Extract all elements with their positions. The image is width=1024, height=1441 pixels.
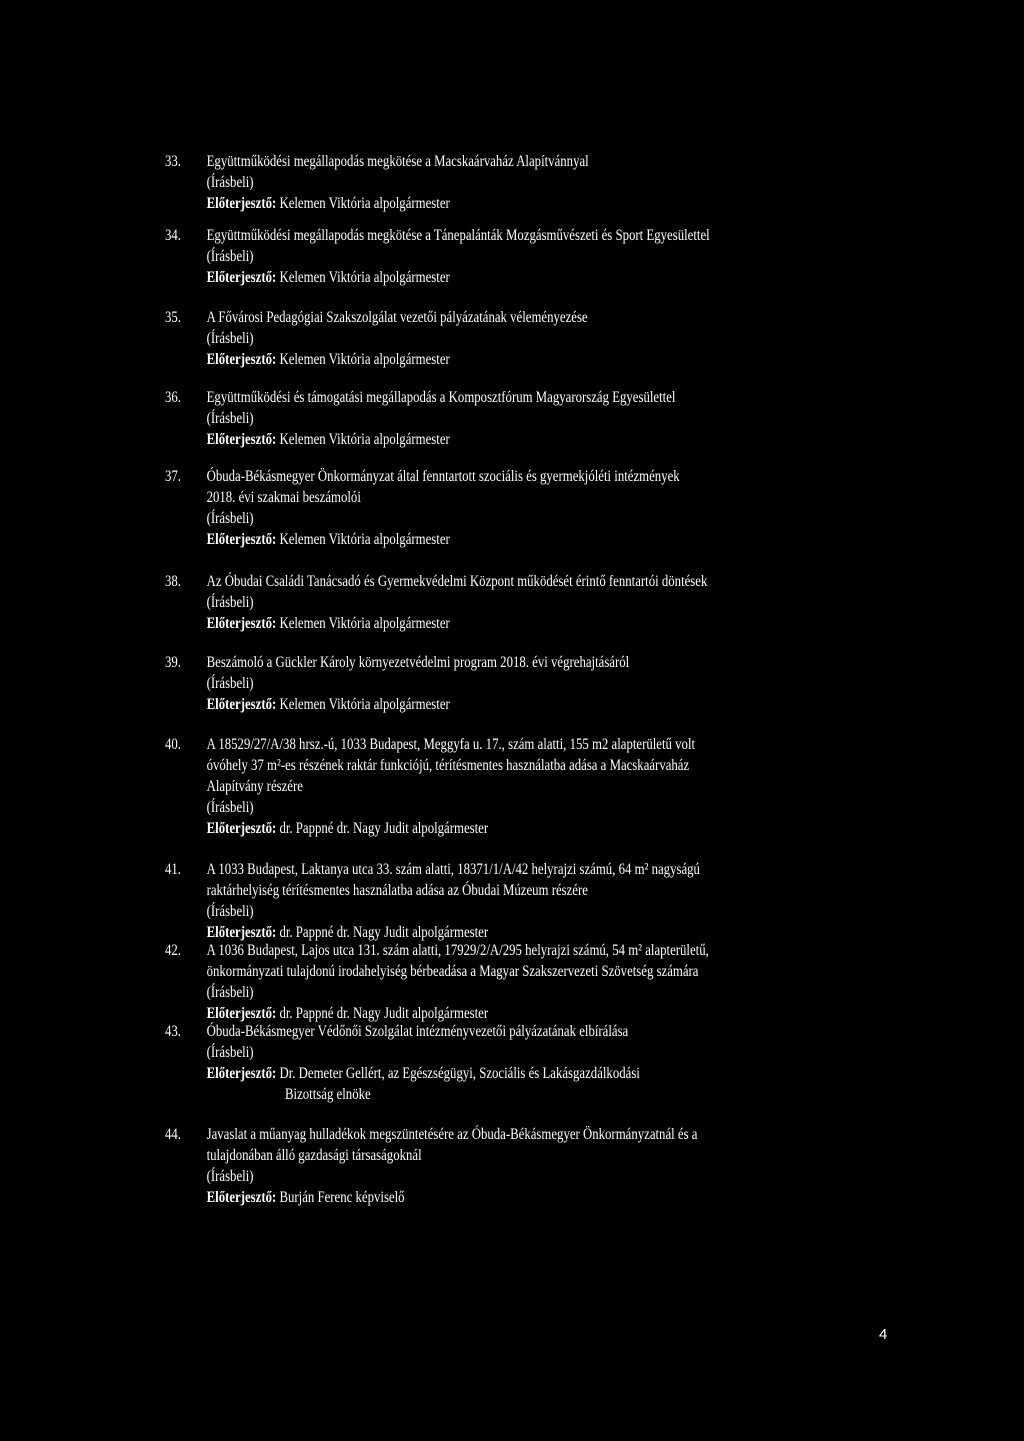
- item-number: 41.: [165, 861, 181, 878]
- item-title-text: Beszámoló a Gückler Károly környezetvédelmi program 2018. évi végrehajtásáról: [206, 654, 630, 671]
- item-type: (Írásbeli): [206, 903, 254, 920]
- agenda-item: [165, 1021, 925, 1105]
- item-number: 43.: [165, 1023, 181, 1040]
- presenter-line: [165, 1187, 773, 1208]
- agenda-item: [165, 466, 925, 550]
- presenter-name: Kelemen Viktória alpolgármester: [279, 351, 450, 368]
- page-number: 4: [879, 1326, 888, 1343]
- presenter-label: Előterjesztő:: [206, 1065, 277, 1082]
- item-title-line: [165, 652, 773, 673]
- presenter-line: Bizottság elnöke: [285, 1086, 371, 1103]
- item-number: 36.: [165, 389, 181, 406]
- item-title-text: A Fővárosi Pedagógiai Szakszolgálat vezetői pályázatának véleményezése: [206, 309, 588, 326]
- agenda-item: [165, 151, 925, 214]
- presenter-name: dr. Pappné dr. Nagy Judit alpolgármester: [279, 820, 489, 837]
- presenter-name: Kelemen Viktória alpolgármester: [279, 195, 450, 212]
- item-number: 35.: [165, 309, 181, 326]
- item-number: 42.: [165, 942, 181, 959]
- item-title-line: [165, 571, 773, 592]
- presenter-label: Előterjesztő:: [206, 696, 277, 713]
- presenter-line: [165, 818, 773, 839]
- presenter-name: Kelemen Viktória alpolgármester: [279, 531, 450, 548]
- presenter-name: Kelemen Viktória alpolgármester: [279, 269, 450, 286]
- item-type: (Írásbeli): [206, 1168, 254, 1185]
- item-type: (Írásbeli): [206, 174, 254, 191]
- item-number: 37.: [165, 468, 181, 485]
- presenter-name: Kelemen Viktória alpolgármester: [279, 696, 450, 713]
- item-title-line: óvóhely 37 m²-es részének raktár funkciójú, térítésmentes használatba adása a Macskaárvaház: [206, 757, 690, 774]
- presenter-label: Előterjesztő:: [206, 924, 277, 941]
- item-type: (Írásbeli): [206, 1044, 254, 1061]
- item-title-line: [165, 1124, 773, 1145]
- agenda-item: [165, 225, 925, 288]
- item-type: (Írásbeli): [206, 330, 254, 347]
- item-number: 33.: [165, 153, 181, 170]
- presenter-label: Előterjesztő:: [206, 1189, 277, 1206]
- item-title-text: A 1036 Budapest, Lajos utca 131. szám alatti, 17929/2/A/295 helyrajzi számú, 54 m² alapterületű,: [206, 942, 709, 959]
- presenter-line: [165, 694, 773, 715]
- item-title-line: [165, 151, 773, 172]
- agenda-item: [165, 859, 925, 943]
- item-title-text: Együttműködési és támogatási megállapodás a Komposztfórum Magyarország Egyesülettel: [206, 389, 676, 406]
- item-title-line: [165, 225, 773, 246]
- item-title-text: Együttműködési megállapodás megkötése a Tánepalánták Mozgásművészeti és Sport Egyesülettel: [206, 227, 710, 244]
- item-number: 34.: [165, 227, 181, 244]
- presenter-name: Kelemen Viktória alpolgármester: [279, 431, 450, 448]
- item-title-text: Óbuda-Békásmegyer Védőnői Szolgálat intézményvezetői pályázatának elbírálása: [206, 1023, 629, 1040]
- presenter-label: Előterjesztő:: [206, 531, 277, 548]
- item-title-line: 2018. évi szakmai beszámolói: [206, 489, 361, 506]
- presenter-label: Előterjesztő:: [206, 820, 277, 837]
- presenter-name: dr. Pappné dr. Nagy Judit alpolgármester: [279, 1005, 489, 1022]
- item-title-line: önkormányzati tulajdonú irodahelyiség bérbeadása a Magyar Szakszervezeti Szövetség számára: [206, 963, 699, 980]
- presenter-line: [165, 429, 773, 450]
- item-title-text: Együttműködési megállapodás megkötése a Macskaárvaház Alapítvánnyal: [206, 153, 589, 170]
- item-title-text: Az Óbudai Családi Tanácsadó és Gyermekvédelmi Központ működését érintő fenntartói döntések: [206, 573, 708, 590]
- item-title-line: [165, 734, 773, 755]
- item-title-line: [165, 940, 773, 961]
- item-title-line: [165, 466, 773, 487]
- agenda-item: [165, 940, 925, 1024]
- item-title-line: [165, 307, 773, 328]
- presenter-name: dr. Pappné dr. Nagy Judit alpolgármester: [279, 924, 489, 941]
- presenter-name: Dr. Demeter Gellért, az Egészségügyi, Szociális és Lakásgazdálkodási: [279, 1065, 640, 1082]
- agenda-item: [165, 1124, 925, 1208]
- item-title-text: A 18529/27/A/38 hrsz.-ú, 1033 Budapest, Meggyfa u. 17., szám alatti, 155 m2 alapterületű volt: [206, 736, 696, 753]
- item-type: (Írásbeli): [206, 410, 254, 427]
- item-number: 40.: [165, 736, 181, 753]
- item-title-line: [165, 387, 773, 408]
- item-title-line: Alapítvány részére: [206, 778, 303, 795]
- presenter-label: Előterjesztő:: [206, 351, 277, 368]
- agenda-item: [165, 387, 925, 450]
- presenter-name: Burján Ferenc képviselő: [279, 1189, 405, 1206]
- item-type: (Írásbeli): [206, 799, 254, 816]
- presenter-label: Előterjesztő:: [206, 431, 277, 448]
- presenter-label: Előterjesztő:: [206, 615, 277, 632]
- presenter-label: Előterjesztő:: [206, 269, 277, 286]
- presenter-label: Előterjesztő:: [206, 195, 277, 212]
- presenter-label: Előterjesztő:: [206, 1005, 277, 1022]
- item-title-line: raktárhelyiség térítésmentes használatba adása az Óbudai Múzeum részére: [206, 882, 588, 899]
- presenter-line: [165, 193, 773, 214]
- item-type: (Írásbeli): [206, 675, 254, 692]
- item-title-line: [165, 859, 773, 880]
- item-title-line: [165, 1021, 773, 1042]
- presenter-line: [165, 267, 773, 288]
- item-type: (Írásbeli): [206, 984, 254, 1001]
- presenter-name: Kelemen Viktória alpolgármester: [279, 615, 450, 632]
- presenter-line: [165, 1063, 773, 1084]
- presenter-line: [165, 613, 773, 634]
- item-title-text: Óbuda-Békásmegyer Önkormányzat által fenntartott szociális és gyermekjóléti intézmények: [206, 468, 680, 485]
- agenda-item: [165, 652, 925, 715]
- agenda-item: [165, 307, 925, 370]
- item-type: (Írásbeli): [206, 510, 254, 527]
- agenda-item: [165, 734, 925, 839]
- item-type: (Írásbeli): [206, 594, 254, 611]
- item-title-line: tulajdonában álló gazdasági társaságoknál: [206, 1147, 422, 1164]
- presenter-line: [165, 529, 773, 550]
- presenter-line: [165, 349, 773, 370]
- item-number: 39.: [165, 654, 181, 671]
- item-number: 44.: [165, 1126, 181, 1143]
- item-title-text: A 1033 Budapest, Laktanya utca 33. szám alatti, 18371/1/A/42 helyrajzi számú, 64 m² nagyságú: [206, 861, 700, 878]
- agenda-item: [165, 571, 925, 634]
- item-type: (Írásbeli): [206, 248, 254, 265]
- item-number: 38.: [165, 573, 181, 590]
- item-title-text: Javaslat a műanyag hulladékok megszüntetésére az Óbuda-Békásmegyer Önkormányzatnál és a: [206, 1126, 698, 1143]
